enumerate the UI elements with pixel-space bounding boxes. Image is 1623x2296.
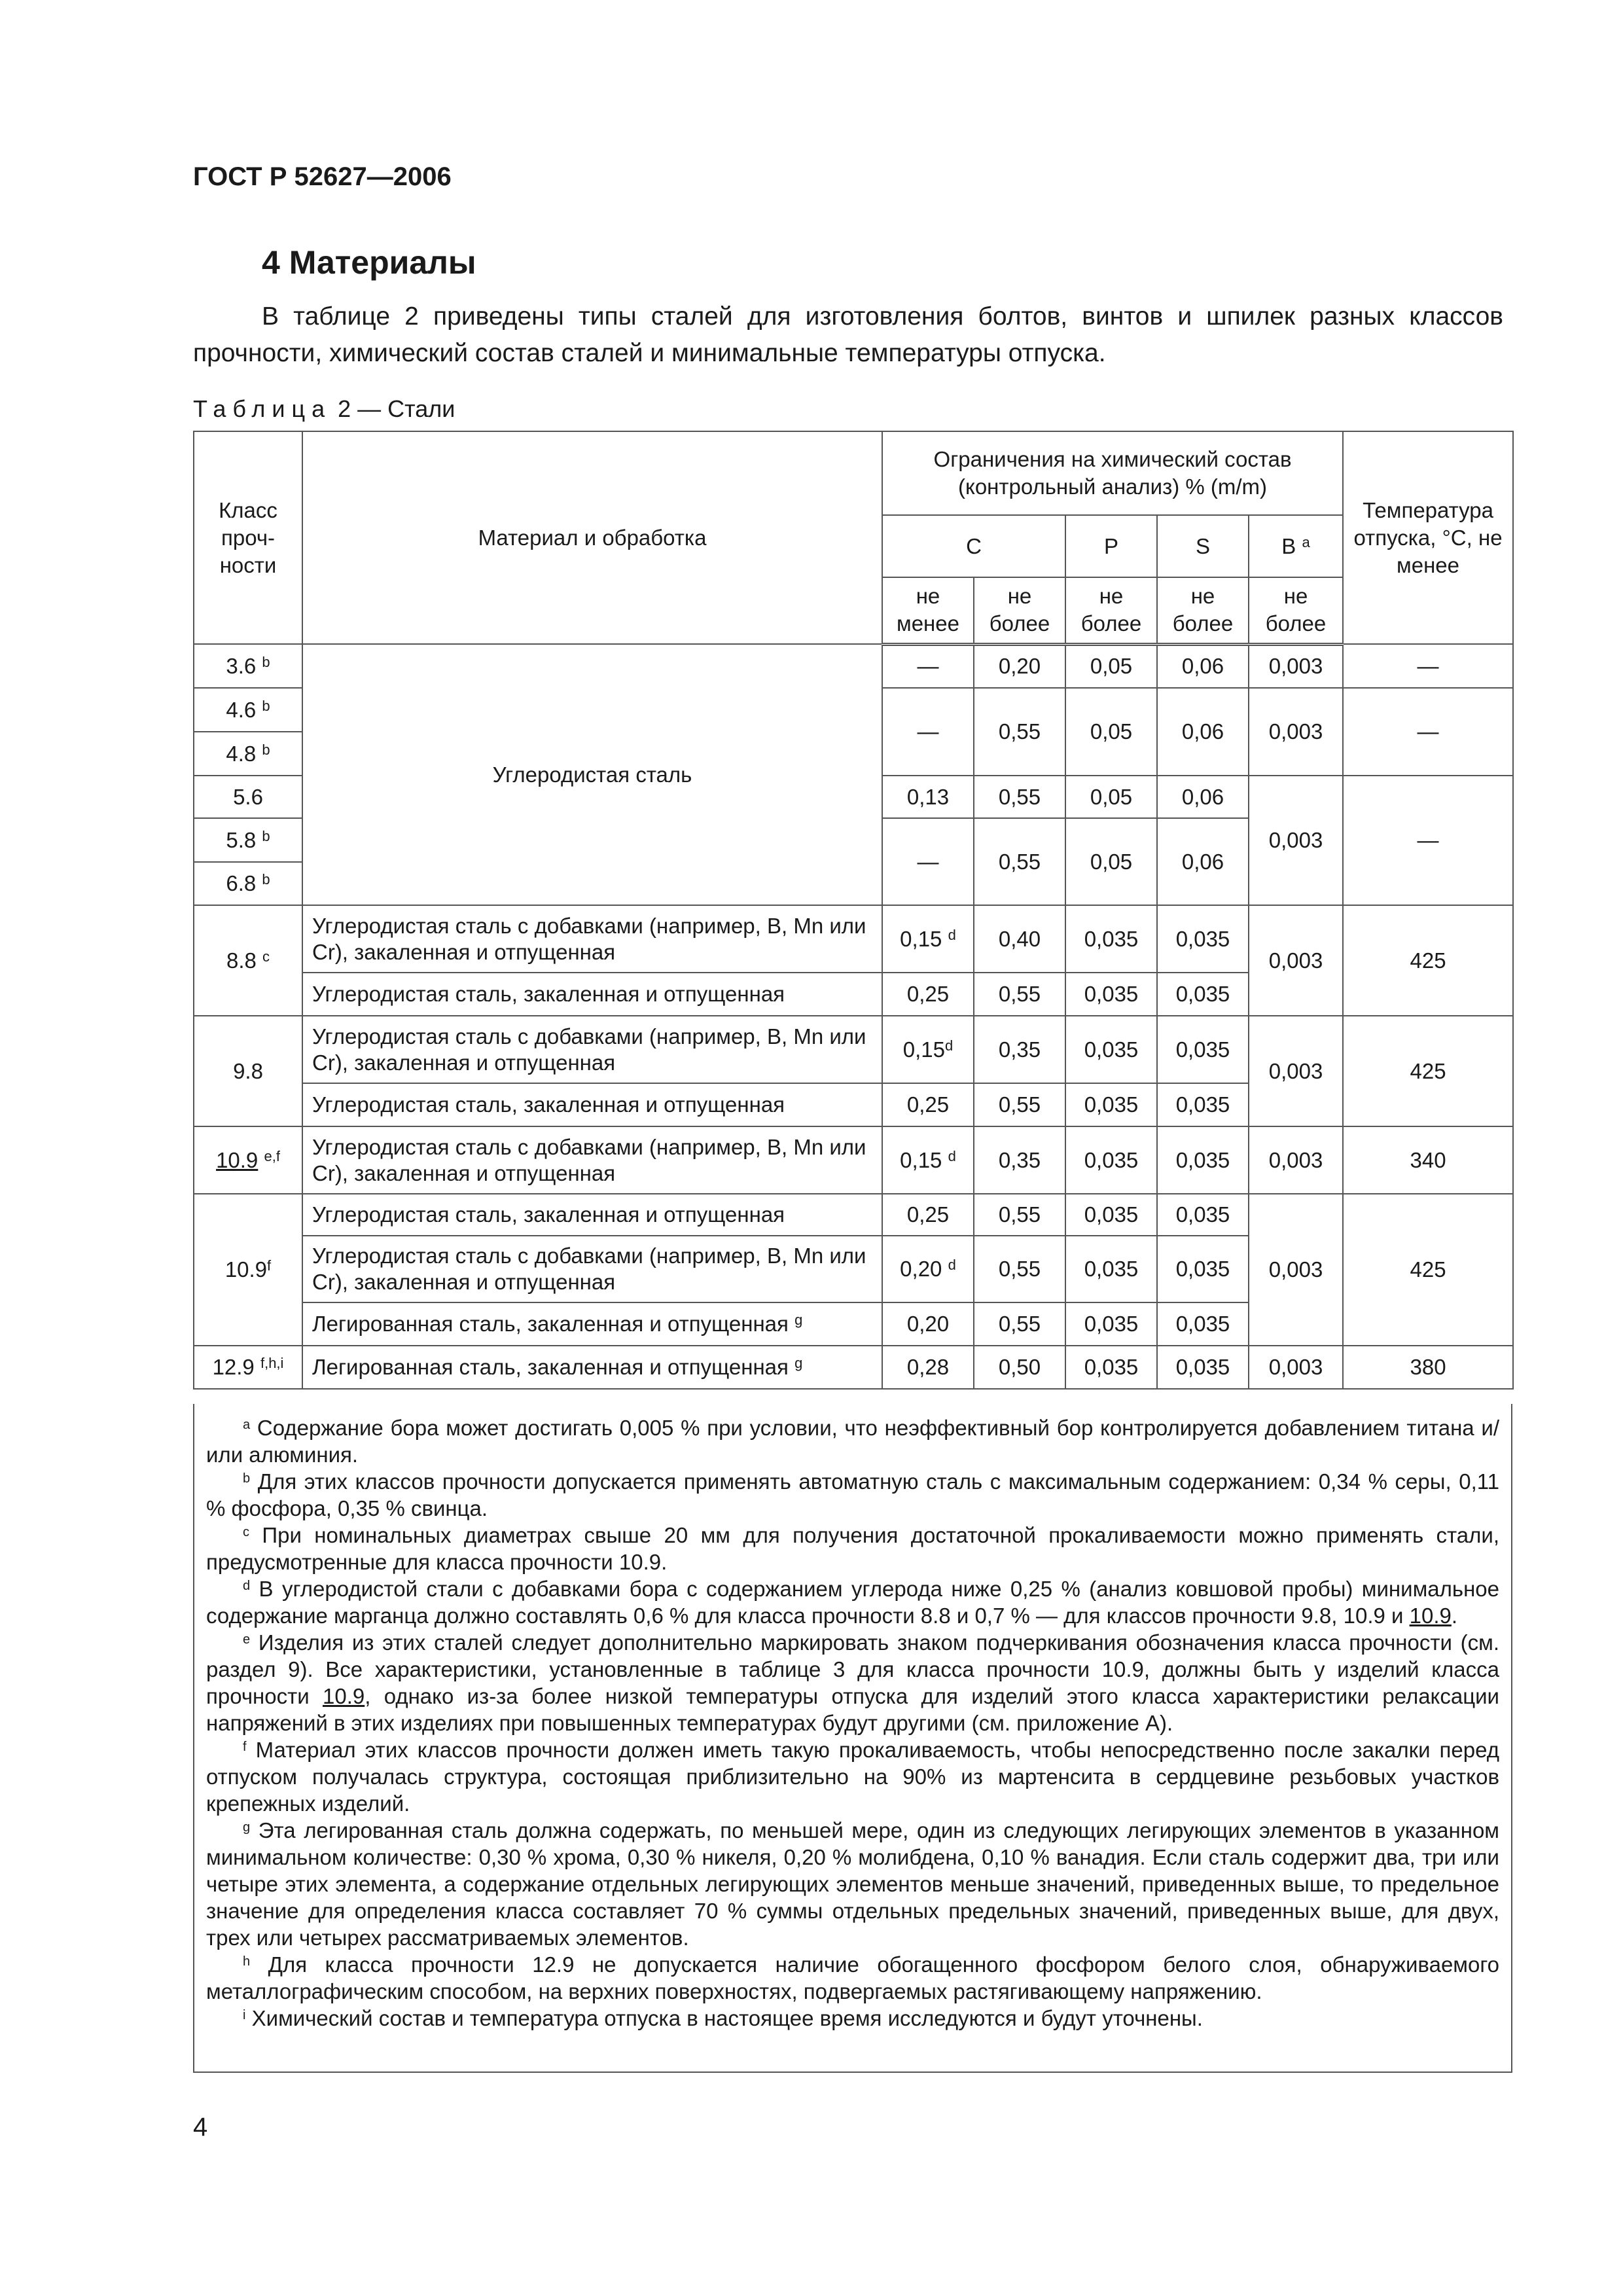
- table-caption-prefix: Таблица: [193, 395, 332, 422]
- header-material: Материал и обработка: [302, 431, 882, 644]
- value-cell: 0,035: [1157, 1016, 1249, 1083]
- footnote-a: $^a$ Содержание бора может достигать 0,005 % при условии, что неэффективный бор контролируется добавлением титана и/или алюминия.: [206, 1416, 1500, 1467]
- header-c: C: [882, 515, 1065, 577]
- temp-cell: 380: [1343, 1346, 1513, 1389]
- footnote-b: $^b$ Для этих классов прочности допускается применять автоматную сталь с максимальным содержанием: 0,34 % серы, 0,11 % фосфора, 0,35 % свинца.: [206, 1469, 1499, 1520]
- footnote-c: $^c$ При номинальных диаметрах свыше 20 мм для получения достаточной прокаливаемости можно применять стали, предусмотренные для класса прочности 10.9.: [206, 1523, 1500, 1574]
- value-cell: 0,06: [1157, 776, 1249, 818]
- value-cell: 0,003: [1249, 1194, 1343, 1346]
- value-cell: 0,003: [1249, 1016, 1343, 1126]
- temp-cell: —: [1343, 688, 1513, 776]
- header-p: P: [1065, 515, 1157, 577]
- value-cell: 0,55: [974, 1236, 1065, 1302]
- header-chem-limits: Ограничения на химический состав (контрольный анализ) % (m/m): [882, 431, 1343, 515]
- temp-cell: —: [1343, 644, 1513, 688]
- document-id: ГОСТ Р 52627—2006: [193, 162, 452, 191]
- value-cell: 0,003: [1249, 776, 1343, 905]
- footnote-e: $^e$ Изделия из этих сталей следует дополнительно маркировать знаком подчеркивания обозначения класса прочности (см. раздел 9). Все характеристики, установленные в таблице 3 для класса прочности 10.9, должны быть у изделий класса прочности 10.9, однако из-за более низкой температуры отпуска для изделий этого класса характеристики релаксации напряжений в этих изделиях при повышенных температурах будут другими (см. приложение А).: [206, 1630, 1499, 1735]
- value-cell: 0,035: [1065, 1126, 1157, 1194]
- value-cell: 0,40: [974, 905, 1065, 973]
- value-cell: 0,55: [974, 1194, 1065, 1236]
- class-cell: 5.8 $^b$: [194, 818, 302, 862]
- value-cell: 0,20: [974, 644, 1065, 688]
- table-caption-text: 2 — Стали: [331, 395, 455, 422]
- header-s: S: [1157, 515, 1249, 577]
- value-cell: 0,05: [1065, 688, 1157, 776]
- class-cell: 6.8 $^b$: [194, 862, 302, 905]
- table-row: [194, 1126, 1513, 1194]
- value-cell: 0,035: [1065, 1083, 1157, 1126]
- material-cell: Легированная сталь, закаленная и отпущенная $^g$: [302, 1302, 882, 1346]
- material-cell: Углеродистая сталь, закаленная и отпущенная: [302, 973, 882, 1016]
- value-cell: 0,25: [882, 1083, 974, 1126]
- value-cell: 0,035: [1065, 1346, 1157, 1389]
- value-cell: 0,55: [974, 688, 1065, 776]
- steel-table-wrapper: [193, 431, 1512, 1404]
- value-cell: 0,20 $^d$: [882, 1236, 974, 1302]
- value-cell: 0,035: [1157, 1083, 1249, 1126]
- header-c-max: не более: [974, 577, 1065, 644]
- value-cell: 0,035: [1157, 905, 1249, 973]
- temp-cell: 340: [1343, 1126, 1513, 1194]
- value-cell: 0,25: [882, 1194, 974, 1236]
- value-cell: 0,003: [1249, 905, 1343, 1016]
- value-cell: 0,05: [1065, 776, 1157, 818]
- temp-cell: 425: [1343, 1194, 1513, 1346]
- value-cell: 0,06: [1157, 644, 1249, 688]
- class-cell: 9.8: [194, 1016, 302, 1126]
- material-cell: Углеродистая сталь с добавками (например, B, Mn или Cr), закаленная и отпущенная: [302, 1126, 882, 1194]
- footnote-d: $^d$ В углеродистой стали с добавками бора с содержанием углерода ниже 0,25 % (анализ ковшовой пробы) минимальное содержание марганца должно составлять 0,6 % для класса прочности 8.8 и 0,7 % — для классов прочности 9.8, 10.9 и 10.9.: [206, 1577, 1500, 1628]
- value-cell: 0,55: [974, 1083, 1065, 1126]
- value-cell: 0,035: [1157, 1126, 1249, 1194]
- value-cell: 0,06: [1157, 688, 1249, 776]
- table-row: [194, 644, 1513, 688]
- table-row: [194, 1194, 1513, 1236]
- value-cell: 0,035: [1065, 1016, 1157, 1083]
- material-cell: Углеродистая сталь с добавками (например, B, Mn или Cr), закаленная и отпущенная: [302, 1236, 882, 1302]
- value-cell: 0,06: [1157, 818, 1249, 905]
- value-cell: 0,035: [1157, 1236, 1249, 1302]
- value-cell: 0,55: [974, 776, 1065, 818]
- class-cell: 12.9 $^{f,h,i}$: [194, 1346, 302, 1389]
- value-cell: 0,05: [1065, 644, 1157, 688]
- value-cell: 0,35: [974, 1016, 1065, 1083]
- material-cell: Углеродистая сталь, закаленная и отпущенная: [302, 1194, 882, 1236]
- footnote-g: $^g$ Эта легированная сталь должна содержать, по меньшей мере, один из следующих легирующих элементов в указанном минимальном количестве: 0,30 % хрома, 0,30 % никеля, 0,20 % молибдена, 0,10 % ванадия. Если сталь содержит два, три или четыре этих элемента, а содержание отдельных легирующих элементов меньше значений, приведенных выше, то предельное значение для определения класса составляет 70 % суммы отдельных предельных значений, приведенных выше, для двух, трех или четырех рассматриваемых элементов.: [206, 1818, 1499, 1950]
- value-cell: 0,003: [1249, 1126, 1343, 1194]
- value-cell: —: [882, 644, 974, 688]
- table-footnotes: [193, 1404, 1512, 2073]
- value-cell: 0,28: [882, 1346, 974, 1389]
- value-cell: 0,035: [1065, 1194, 1157, 1236]
- value-cell: 0,15 $^d$: [882, 1126, 974, 1194]
- header-row-1: [194, 431, 1513, 515]
- value-cell: —: [882, 818, 974, 905]
- class-cell: 4.6 $^b$: [194, 688, 302, 732]
- material-cell: Легированная сталь, закаленная и отпущенная $^g$: [302, 1346, 882, 1389]
- header-b: B $^a$: [1249, 515, 1343, 577]
- value-cell: 0,55: [974, 1302, 1065, 1346]
- table-caption: [193, 395, 455, 423]
- value-cell: 0,035: [1065, 1302, 1157, 1346]
- table-row: [194, 1016, 1513, 1083]
- steel-table: [193, 431, 1514, 1390]
- value-cell: 0,035: [1065, 1236, 1157, 1302]
- page-number: 4: [193, 2113, 208, 2142]
- value-cell: 0,15$^d$: [882, 1016, 974, 1083]
- value-cell: 0,05: [1065, 818, 1157, 905]
- value-cell: 0,035: [1157, 1302, 1249, 1346]
- header-c-min: не менее: [882, 577, 974, 644]
- temp-cell: 425: [1343, 1016, 1513, 1126]
- footnote-h: $^h$ Для класса прочности 12.9 не допускается наличие обогащенного фосфором белого слоя, обнаруживаемого металлографическим способом, на верхних поверхностях, подвергаемых растягивающему напряжению.: [206, 1952, 1500, 2003]
- value-cell: 0,25: [882, 973, 974, 1016]
- material-cell: Углеродистая сталь с добавками (например, B, Mn или Cr), закаленная и отпущенная: [302, 905, 882, 973]
- temp-cell: 425: [1343, 905, 1513, 1016]
- temp-cell: —: [1343, 776, 1513, 905]
- class-cell: 5.6: [194, 776, 302, 818]
- value-cell: 0,13: [882, 776, 974, 818]
- value-cell: 0,035: [1065, 973, 1157, 1016]
- table-row: [194, 1346, 1513, 1389]
- footnote-i: $^i$ Химический состав и температура отпуска в настоящее время исследуются и будут уточнены.: [243, 2006, 1203, 2030]
- header-temperature: Температура отпуска, °С, не менее: [1343, 431, 1513, 644]
- material-cell: Углеродистая сталь с добавками (например, B, Mn или Cr), закаленная и отпущенная: [302, 1016, 882, 1083]
- value-cell: 0,15 $^d$: [882, 905, 974, 973]
- value-cell: 0,50: [974, 1346, 1065, 1389]
- value-cell: 0,035: [1157, 973, 1249, 1016]
- class-cell: 8.8 $^c$: [194, 905, 302, 1016]
- header-class: Класс проч-ности: [194, 431, 302, 644]
- section-title: 4 Материалы: [262, 244, 476, 281]
- value-cell: 0,035: [1157, 1194, 1249, 1236]
- value-cell: 0,035: [1065, 905, 1157, 973]
- class-cell: 10.9$^f$: [194, 1194, 302, 1346]
- header-s-max: не более: [1157, 577, 1249, 644]
- value-cell: 0,55: [974, 818, 1065, 905]
- value-cell: 0,003: [1249, 688, 1343, 776]
- material-cell: Углеродистая сталь, закаленная и отпущенная: [302, 1083, 882, 1126]
- footnote-f: $^f$ Материал этих классов прочности должен иметь такую прокаливаемость, чтобы непосредственно после закалки перед отпуском получалась структура, состоящая приблизительно на 90% из мартенсита в сердцевине резьбовых участков крепежных изделий.: [206, 1738, 1499, 1816]
- value-cell: 0,003: [1249, 644, 1343, 688]
- material-cell: Углеродистая сталь: [302, 644, 882, 905]
- value-cell: 0,003: [1249, 1346, 1343, 1389]
- class-cell: 10.9 $^{e,f}$: [194, 1126, 302, 1194]
- value-cell: 0,55: [974, 973, 1065, 1016]
- header-p-max: не более: [1065, 577, 1157, 644]
- table-row: [194, 905, 1513, 973]
- value-cell: —: [882, 688, 974, 776]
- class-cell: 4.8 $^b$: [194, 732, 302, 776]
- value-cell: 0,20: [882, 1302, 974, 1346]
- value-cell: 0,35: [974, 1126, 1065, 1194]
- value-cell: 0,035: [1157, 1346, 1249, 1389]
- header-b-max: не более: [1249, 577, 1343, 644]
- class-cell: 3.6 $^b$: [194, 644, 302, 688]
- intro-paragraph: В таблице 2 приведены типы сталей для изготовления болтов, винтов и шпилек разных классов прочности, химический состав сталей и минимальные температуры отпуска.: [193, 302, 1503, 367]
